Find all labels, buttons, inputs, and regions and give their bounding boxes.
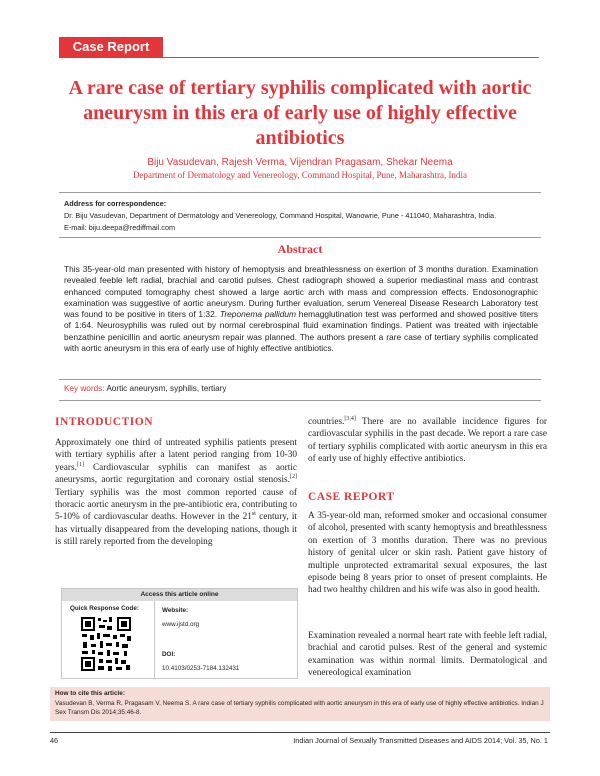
article-title: A rare case of tertiary syphilis complicated with aortic aneurysm in this era of early use of highly effective antibiotics bbox=[68, 77, 532, 149]
abstract-heading: Abstract bbox=[277, 242, 323, 256]
divider bbox=[59, 400, 541, 401]
keywords bbox=[64, 384, 538, 393]
case-report-heading: CASE REPORT bbox=[308, 491, 395, 503]
page-number: 46 bbox=[50, 736, 59, 745]
divider bbox=[59, 192, 541, 193]
qr-label: Quick Response Code: bbox=[70, 605, 139, 612]
citation-label: How to cite this article: bbox=[55, 690, 125, 697]
introduction-text: Approximately one third of untreated syphilis patients present with tertiary syphilis after a latent period ranging from 10-30 years.[1] Cardiovascular syphilis can manifest as aortic aneurysms, aortic regurgitation and coronary ostial stenosis.[2] Tertiary syphilis was the most common reported cause of thoracic aortic aneurysm in the pre-antibiotic era, contributing to 5-10% of cardiovascular deaths. However in the 21st century, it has virtually disappeared from the developing nations, though it is still rarely reported from the developing bbox=[55, 438, 297, 548]
access-header: Access this article online bbox=[62, 589, 297, 601]
introduction-heading: INTRODUCTION bbox=[55, 416, 154, 428]
case-report-text-2: Examination revealed a normal heart rate with feeble left radial, brachial and carotid pulses. Rest of the general and systemic examination was within normal limits. Dermatological and venereological examination bbox=[308, 631, 547, 679]
correspondence-label: Address for correspondence: bbox=[64, 199, 167, 208]
divider bbox=[59, 379, 541, 380]
access-article-box bbox=[61, 588, 298, 679]
keywords-label: Key words: bbox=[64, 384, 105, 393]
article-type-badge: Case Report bbox=[59, 37, 163, 57]
citation-text: Vasudevan B, Verma R, Pragasam V, Neema S. A rare case of tertiary syphilis complicated with aortic aneurysm in this era of early use of highly effective antibiotics. Indian J Sex Transm Dis 2014;35:46-8. bbox=[55, 699, 544, 716]
citation-box bbox=[50, 687, 550, 721]
correspondence-block bbox=[64, 198, 542, 234]
doi-label: DOI: bbox=[162, 651, 176, 658]
website-link[interactable]: www.ijstd.org bbox=[162, 621, 200, 628]
authors: Biju Vasudevan, Rajesh Verma, Vijendran Pragasam, Shekar Neema bbox=[147, 157, 453, 168]
correspondence-address: Dr. Biju Vasudevan, Department of Dermatology and Venereology, Command Hospital, Wanowrie, Pune - 411040, Maharashtra, India. bbox=[64, 211, 497, 220]
footer-rule bbox=[50, 732, 550, 733]
case-report-text: A 35-year-old man, reformed smoker and occasional consumer of alcohol, presented with scanty hemoptysis and breathlessness on exertion of 3 months duration. There was no previous history of genital ulcer or skin rash. Patient gave history of multiple unprotected extramarital sexual exposures, the last episode being 8 years prior to onset of present complaints. He had two healthy children and his wife was also in good health. bbox=[308, 511, 547, 596]
organism-name: Treponema pallidum bbox=[219, 309, 297, 320]
website-label: Website: bbox=[162, 607, 189, 614]
header-rule bbox=[59, 57, 539, 58]
abstract-text: This 35-year-old man presented with history of hemoptysis and breathlessness on exertion of 3 months duration. Examination revealed feeble left radial, brachial and carotid pulses. Chest radiograph showed a superior mediastinal mass and contrast enhanced computed tomography chest showed a large aortic arch with mass and compression effects. Endosonographic examination was suggestive of aortic aneurysm. During further evaluation, serum Venereal Disease Research Laboratory test was found to be positive in titers of 1:32. Treponema pallidum hemagglutination test was performed and showed positive titers of 1:64. Neurosyphilis was ruled out by normal cerebrospinal fluid examination findings. Patient was treated with injectable benzathine penicillin and aortic aneurysm repair was planned. The authors present a rare case of tertiary syphilis complicated with aortic aneurysm in this era of early use of highly effective antibiotics. bbox=[64, 264, 538, 354]
doi-value[interactable]: 10.4103/0253-7184.132431 bbox=[162, 665, 240, 672]
affiliation: Department of Dermatology and Venereology, Command Hospital, Pune, Maharashtra, India bbox=[133, 170, 467, 180]
intro-continued-text: countries.[3,4] There are no available incidence figures for cardiovascular syphilis in the past decade. We report a rare case of tertiary syphilis complicated with aortic aneurysm in this era of early use of highly effective antibiotics. bbox=[308, 415, 547, 465]
keywords-text: Aortic aneurysm, syphilis, tertiary bbox=[104, 384, 227, 393]
divider bbox=[59, 237, 541, 238]
journal-footer: Indian Journal of Sexually Transmitted Diseases and AIDS 2014; Vol. 35, No. 1 bbox=[293, 736, 548, 745]
qr-code-icon[interactable] bbox=[80, 616, 132, 672]
correspondence-email: E-mail: biju.deepa@rediffmail.com bbox=[64, 223, 176, 232]
